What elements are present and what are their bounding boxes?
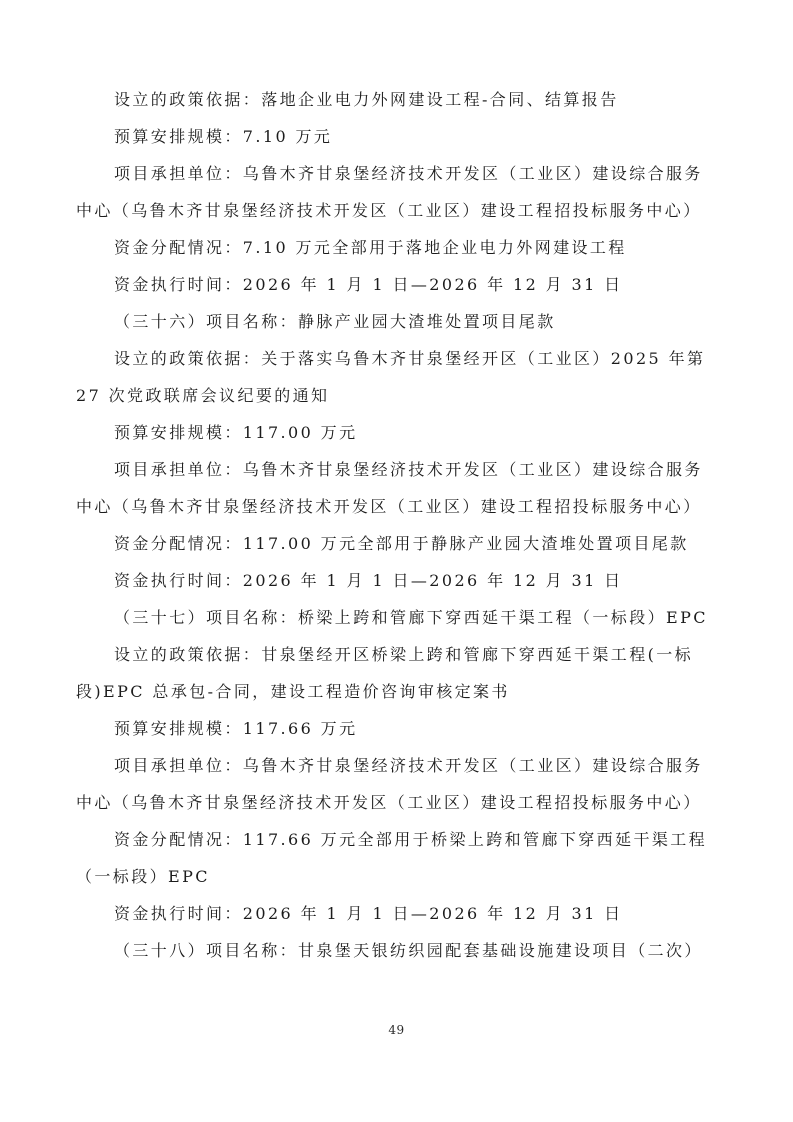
document-line: 资金分配情况：117.00 万元全部用于静脉产业园大渣堆处置项目尾款 [114,534,689,553]
document-line: 设立的政策依据：关于落实乌鲁木齐甘泉堡经开区（工业区）2025 年第 [114,349,706,368]
document-line: 预算安排规模：7.10 万元 [114,127,333,146]
document-line: 资金执行时间：2026 年 1 月 1 日—2026 年 12 月 31 日 [114,275,623,294]
document-line: 项目承担单位：乌鲁木齐甘泉堡经济技术开发区（工业区）建设综合服务 [114,164,703,183]
document-line: 中心（乌鲁木齐甘泉堡经济技术开发区（工业区）建设工程招投标服务中心） [76,793,702,812]
document-line: （三十六）项目名称：静脉产业园大渣堆处置项目尾款 [114,312,556,331]
document-line: 资金执行时间：2026 年 1 月 1 日—2026 年 12 月 31 日 [114,571,623,590]
document-line: 预算安排规模：117.00 万元 [114,423,358,442]
document-line: 中心（乌鲁木齐甘泉堡经济技术开发区（工业区）建设工程招投标服务中心） [76,201,702,220]
document-line: （一标段）EPC [76,867,210,886]
document-line: （三十八）项目名称：甘泉堡天银纺织园配套基础设施建设项目（二次） [114,941,703,960]
document-line: 段)EPC 总承包-合同，建设工程造价咨询审核定案书 [76,682,510,701]
document-line: 设立的政策依据：落地企业电力外网建设工程-合同、结算报告 [114,90,619,109]
document-line: 资金分配情况：7.10 万元全部用于落地企业电力外网建设工程 [114,238,627,257]
document-line: 中心（乌鲁木齐甘泉堡经济技术开发区（工业区）建设工程招投标服务中心） [76,497,702,516]
document-line: 项目承担单位：乌鲁木齐甘泉堡经济技术开发区（工业区）建设综合服务 [114,460,703,479]
document-line: 项目承担单位：乌鲁木齐甘泉堡经济技术开发区（工业区）建设综合服务 [114,756,703,775]
document-line: 预算安排规模：117.66 万元 [114,719,358,738]
page-footer [0,1019,793,1038]
document-body [76,81,706,969]
document-line: 资金执行时间：2026 年 1 月 1 日—2026 年 12 月 31 日 [114,904,623,923]
document-line: 设立的政策依据：甘泉堡经开区桥梁上跨和管廊下穿西延干渠工程(一标 [114,645,694,664]
document-line: （三十七）项目名称：桥梁上跨和管廊下穿西延干渠工程（一标段）EPC [114,608,708,627]
document-line: 资金分配情况：117.66 万元全部用于桥梁上跨和管廊下穿西延干渠工程 [114,830,708,849]
page-number: 49 [388,1023,405,1037]
document-line: 27 次党政联席会议纪要的通知 [76,386,330,405]
